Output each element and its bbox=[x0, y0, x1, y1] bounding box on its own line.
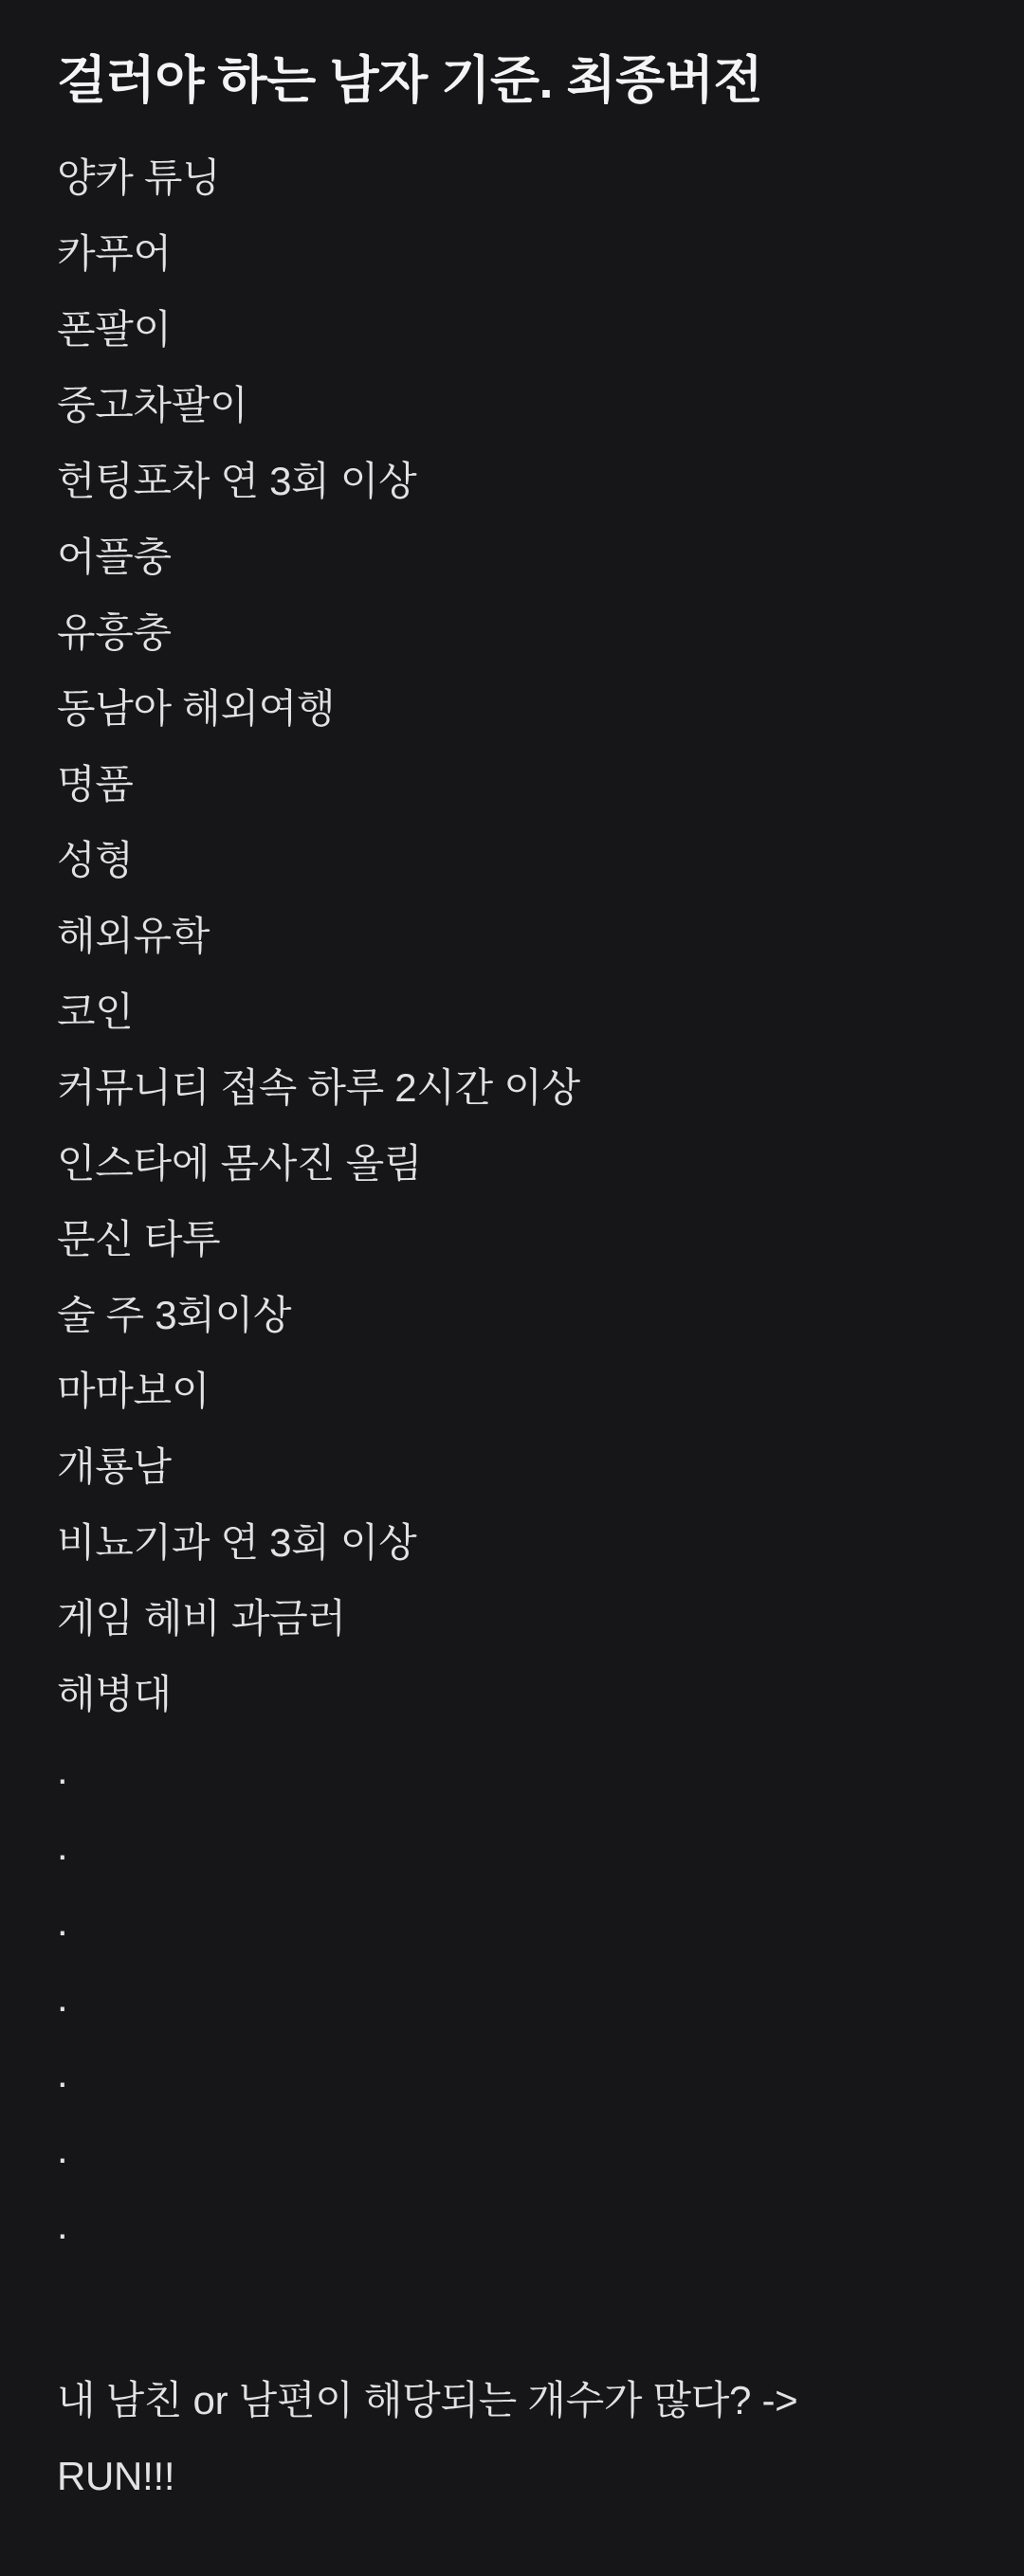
dot-line: . bbox=[57, 2051, 68, 2095]
dot-line: . bbox=[57, 2203, 68, 2247]
filter-criteria-item: 마마보이 bbox=[57, 1369, 210, 1413]
filter-criteria-item: 개룡남 bbox=[57, 1444, 172, 1489]
filter-criteria-item: 코인 bbox=[57, 989, 134, 1034]
filter-criteria-item: 인스타에 몸사진 올림 bbox=[57, 1141, 423, 1186]
filter-criteria-item: 헌팅포차 연 3회 이상 bbox=[57, 459, 417, 503]
filter-criteria-item: 성형 bbox=[57, 838, 134, 882]
filter-criteria-item: 유흥충 bbox=[57, 610, 172, 655]
dot-line: . bbox=[57, 1975, 68, 2020]
filter-criteria-item: 해외유학 bbox=[57, 914, 210, 958]
filter-criteria-item: 비뇨기과 연 3회 이상 bbox=[57, 1520, 417, 1565]
outro-block bbox=[57, 2363, 967, 2514]
dot-spacer-list bbox=[57, 1732, 967, 2263]
filter-criteria-item: 양카 튜닝 bbox=[57, 155, 221, 200]
post-title: 걸러야 하는 남자 기준. 최종버전 bbox=[57, 52, 763, 109]
filter-criteria-item: 동남아 해외여행 bbox=[57, 686, 336, 731]
filter-criteria-item: 술 주 3회이상 bbox=[57, 1293, 292, 1337]
outro-question: 내 남친 or 남편이 해당되는 개수가 많다? -> bbox=[57, 2378, 798, 2422]
filter-criteria-item: 커뮤니티 접속 하루 2시간 이상 bbox=[57, 1065, 580, 1110]
dot-line: . bbox=[57, 2127, 68, 2171]
filter-criteria-item: 폰팔이 bbox=[57, 307, 172, 352]
dot-line: . bbox=[57, 1823, 68, 1868]
filter-criteria-list bbox=[57, 140, 967, 1732]
outro-run: RUN!!! bbox=[57, 2454, 175, 2498]
dot-line: . bbox=[57, 1748, 68, 1792]
filter-criteria-item: 명품 bbox=[57, 762, 134, 807]
filter-criteria-item: 해병대 bbox=[57, 1672, 172, 1716]
filter-criteria-item: 게임 헤비 과금러 bbox=[57, 1596, 346, 1641]
filter-criteria-item: 카푸어 bbox=[57, 231, 172, 276]
filter-criteria-item: 중고차팔이 bbox=[57, 383, 248, 427]
filter-criteria-item: 어플충 bbox=[57, 535, 172, 579]
filter-criteria-item: 문신 타투 bbox=[57, 1217, 221, 1261]
dot-line: . bbox=[57, 1899, 68, 1944]
